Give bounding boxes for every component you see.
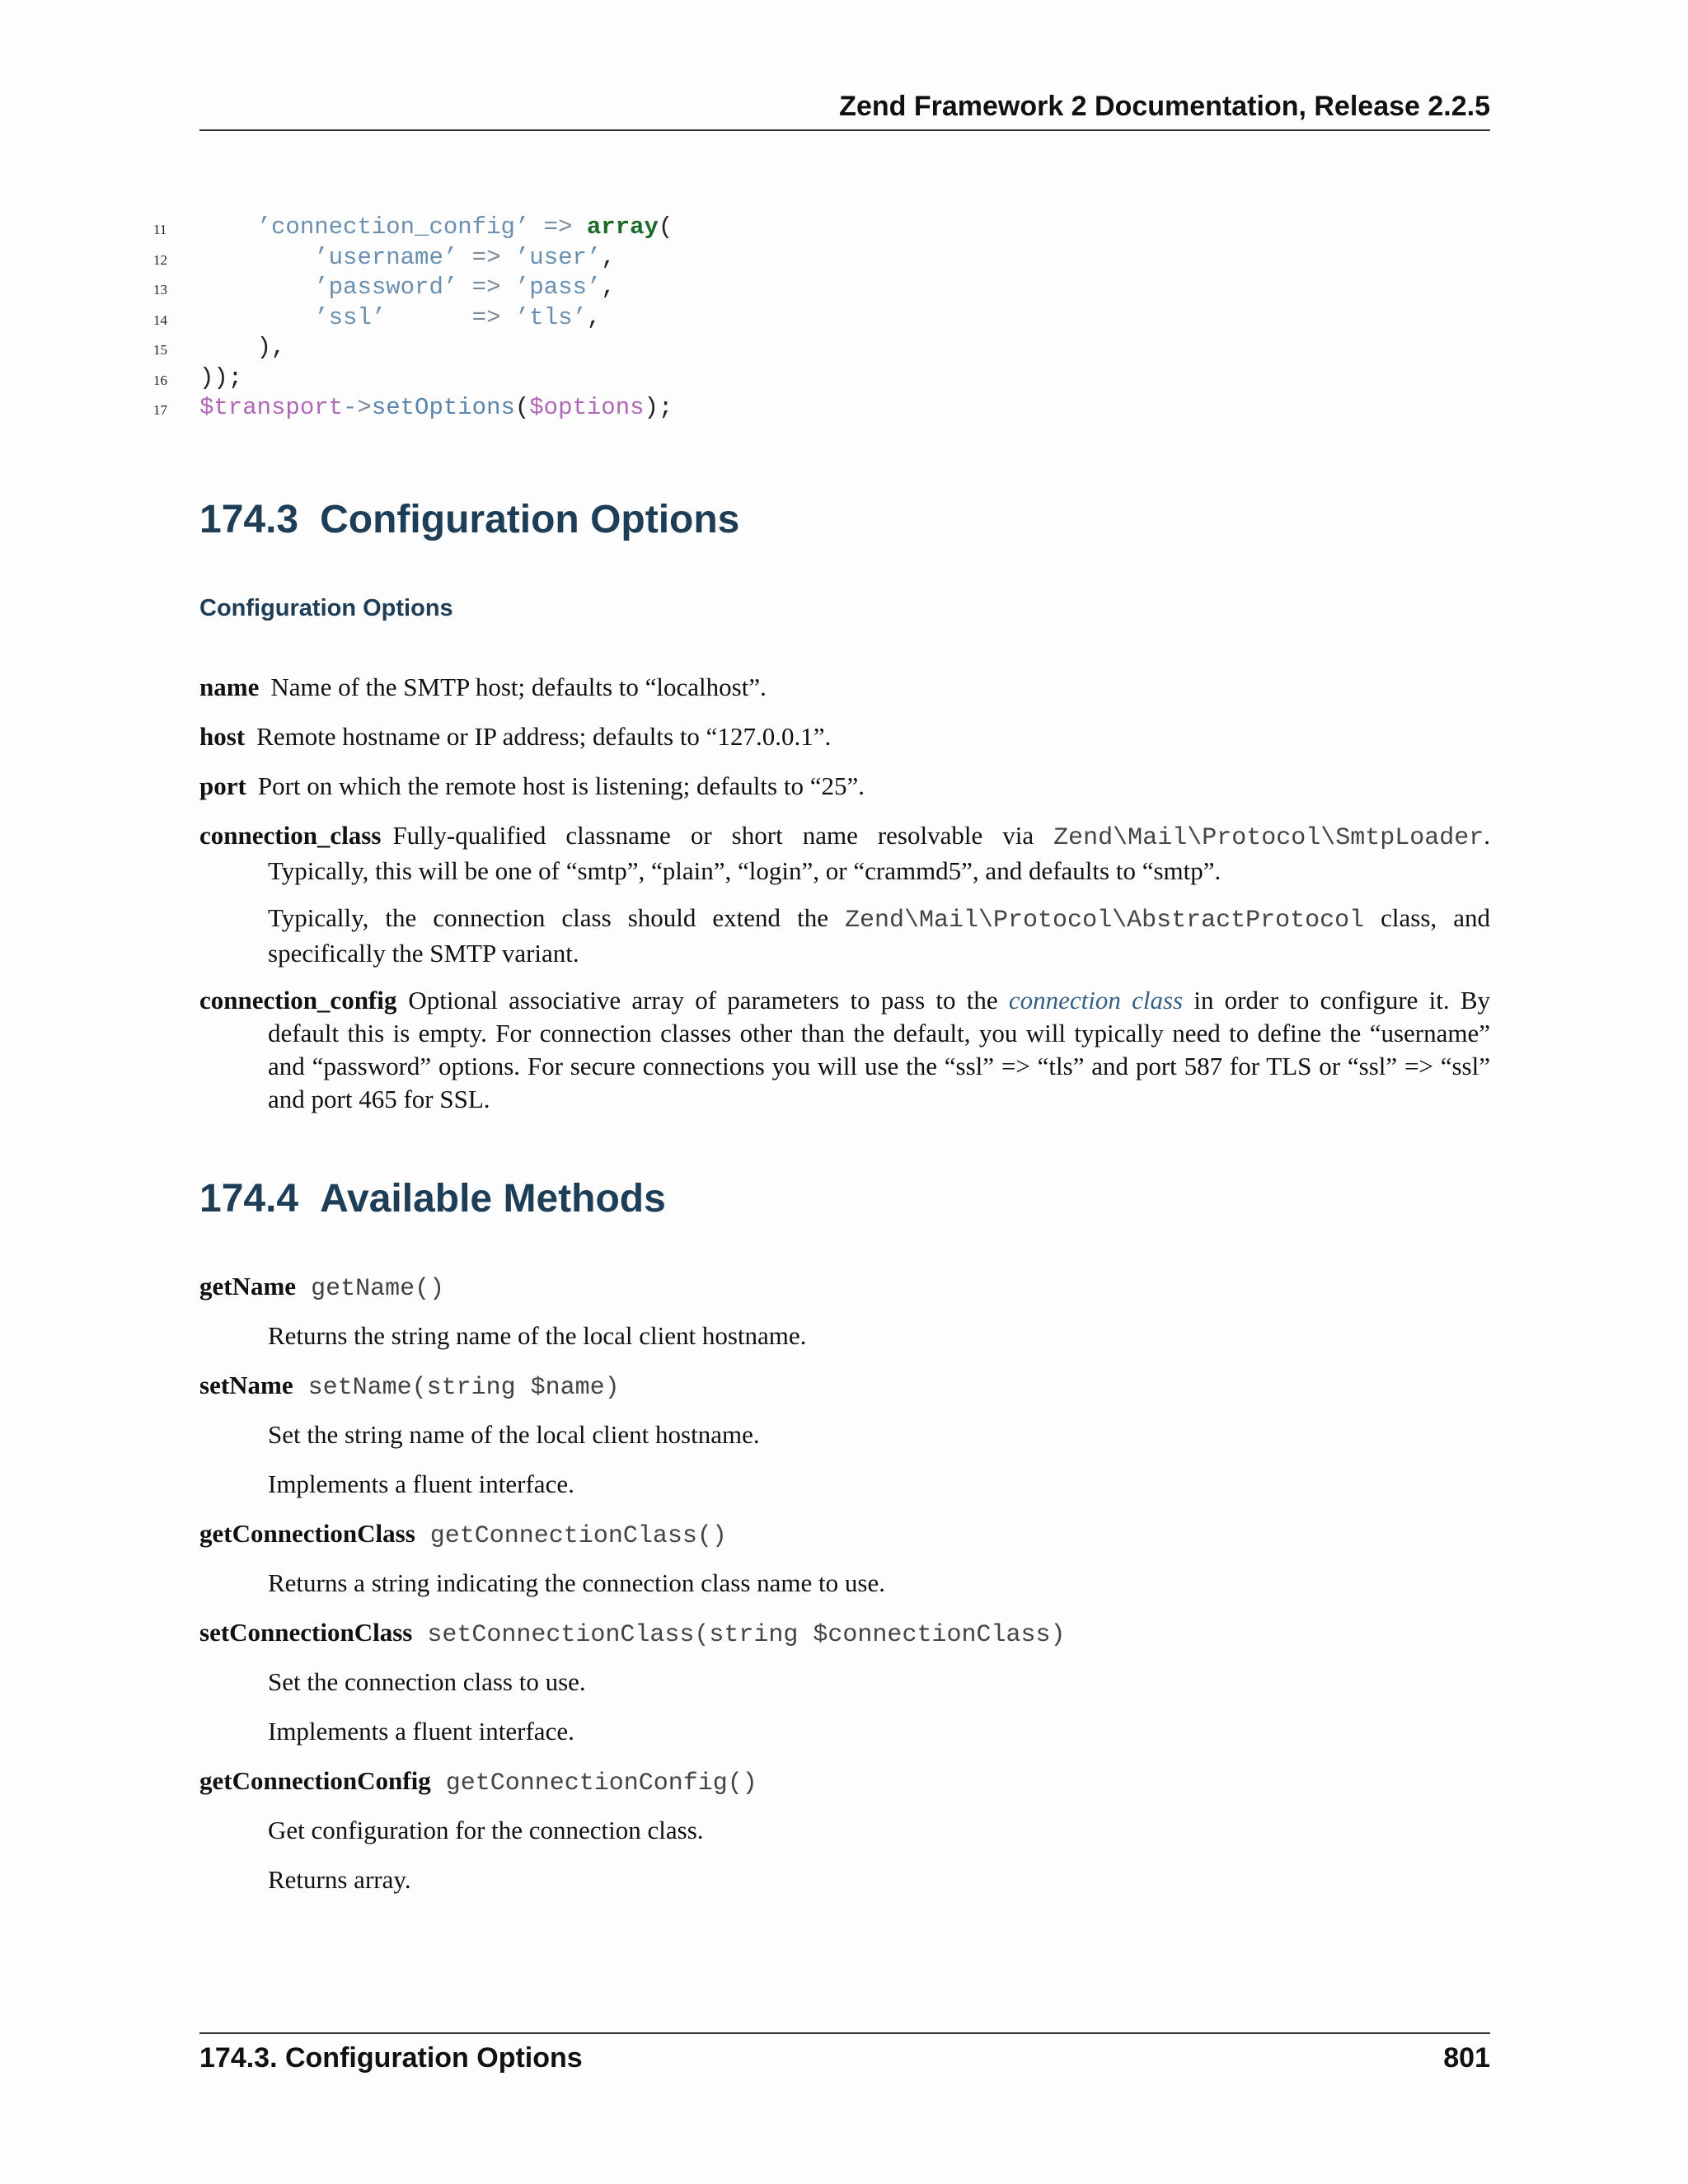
line-number: 17 [153, 402, 167, 418]
code-token: $options [529, 394, 645, 421]
option-desc-end: . Typically, this will be one of “smtp”, “plain”, “login”, or “crammd5”, and defaults to “smtp”. [268, 821, 1491, 885]
code-token: => [457, 243, 515, 271]
code-token: , [586, 303, 602, 331]
option-port [199, 770, 1490, 803]
code-source [199, 393, 673, 424]
section-heading-config [199, 497, 739, 542]
method-getconnectionconfig [199, 1765, 1490, 1800]
code-token: ’ssl’ [314, 303, 387, 331]
line-number: 13 [153, 282, 167, 298]
code-token: ’password’ [314, 274, 458, 301]
line-number: 16 [153, 372, 167, 388]
method-signature: getName() [311, 1275, 445, 1303]
note-text-end: class, and specifically the SMTP variant. [268, 903, 1490, 968]
method-description: Get configuration for the connection class. [268, 1816, 704, 1844]
code-source [199, 303, 601, 334]
note-text-start: Typically, the connection class should extend the [268, 903, 828, 932]
option-term: host [199, 722, 246, 751]
code-token: ( [658, 213, 673, 241]
method-description: Returns the string name of the local client hostname. [268, 1321, 807, 1350]
method-note: Implements a fluent interface. [268, 1717, 574, 1746]
rubric-heading: Configuration Options [199, 595, 453, 621]
code-token: => [529, 213, 587, 241]
method-description: Set the connection class to use. [268, 1667, 586, 1696]
option-name [199, 671, 1490, 704]
class-code: Zend\Mail\Protocol\SmtpLoader [1053, 824, 1484, 852]
option-connection-class-note [268, 902, 1490, 970]
code-source [199, 213, 673, 243]
code-token: setOptions [371, 394, 515, 421]
code-token: -> [343, 394, 372, 421]
section-number: 174.3 [199, 498, 299, 541]
code-token: ( [514, 394, 530, 421]
method-signature: getConnectionClass() [429, 1522, 727, 1550]
option-term: connection_config [199, 986, 397, 1015]
code-source [199, 333, 285, 363]
code-token: , [601, 243, 616, 271]
method-description: Set the string name of the local client hostname. [268, 1420, 760, 1449]
option-desc: Port on which the remote host is listening; defaults to “25”. [257, 771, 865, 800]
method-signature: getConnectionConfig() [445, 1769, 757, 1797]
line-number: 12 [153, 251, 167, 268]
code-token: ’pass’ [514, 274, 602, 301]
code-token: => [457, 274, 515, 301]
code-token: ), [256, 334, 286, 361]
code-token: , [601, 274, 616, 301]
method-signature: setName(string $name) [307, 1374, 620, 1402]
option-desc: Remote hostname or IP address; defaults to “127.0.0.1”. [256, 722, 832, 751]
method-note: Implements a fluent interface. [268, 1469, 574, 1498]
running-header: Zend Framework 2 Documentation, Release 2.2.5 [839, 91, 1490, 122]
method-getname [199, 1270, 1490, 1305]
code-source [199, 273, 616, 303]
code-token: => [386, 303, 515, 331]
method-setconnectionclass [199, 1616, 1490, 1652]
section-heading-methods [199, 1176, 666, 1221]
header-rule [199, 129, 1490, 131]
footer-section: 174.3. Configuration Options [199, 2042, 583, 2074]
option-desc-end: in order to configure it. By default this is empty. For connection classes other than the default, you will typically need to define the “username” and “password” options. For secure connections you will use the “ssl” => “tls” and port 587 for TLS or “ssl” => “ssl” and port 465 for SSL. [268, 986, 1491, 1113]
method-term: getConnectionConfig [199, 1766, 431, 1795]
code-token: )); [199, 363, 243, 391]
code-token: ’user’ [514, 243, 602, 271]
connection-class-link[interactable]: connection class [1008, 986, 1184, 1015]
page-number: 801 [1443, 2042, 1490, 2074]
line-number: 14 [153, 312, 167, 328]
code-source [199, 363, 242, 394]
option-desc-start: Optional associative array of parameters to pass to the [408, 986, 998, 1015]
code-token: ’connection_config’ [256, 213, 530, 241]
option-term: connection_class [199, 821, 382, 850]
line-number: 15 [153, 342, 167, 358]
option-term: port [199, 771, 246, 800]
code-token: ’username’ [314, 243, 458, 271]
code-token: array [586, 213, 659, 241]
option-desc: Name of the SMTP host; defaults to “localhost”. [270, 673, 767, 701]
section-title: Configuration Options [320, 498, 740, 541]
footer-rule [199, 2032, 1490, 2034]
method-signature: setConnectionClass(string $connectionClass) [427, 1621, 1066, 1649]
section-title: Available Methods [320, 1177, 666, 1221]
method-term: getConnectionClass [199, 1519, 415, 1548]
option-term: name [199, 673, 260, 701]
section-number: 174.4 [199, 1177, 299, 1221]
option-desc-start: Fully-qualified classname or short name resolvable via [392, 821, 1034, 850]
option-connection-config [199, 984, 1490, 1116]
method-term: getName [199, 1272, 297, 1301]
code-token: ); [644, 394, 673, 421]
method-description: Returns a string indicating the connection class name to use. [268, 1568, 885, 1597]
code-token: $transport [199, 394, 344, 421]
method-note: Returns array. [268, 1865, 411, 1894]
option-host [199, 720, 1490, 753]
method-getconnectionclass [199, 1517, 1490, 1553]
code-token: ’tls’ [514, 303, 587, 331]
method-setname [199, 1369, 1490, 1404]
method-term: setConnectionClass [199, 1618, 413, 1647]
line-number: 11 [153, 222, 167, 237]
option-connection-class [199, 819, 1490, 888]
abstract-class-code: Zend\Mail\Protocol\AbstractProtocol [845, 907, 1365, 935]
method-term: setName [199, 1371, 293, 1399]
code-source [199, 243, 616, 274]
